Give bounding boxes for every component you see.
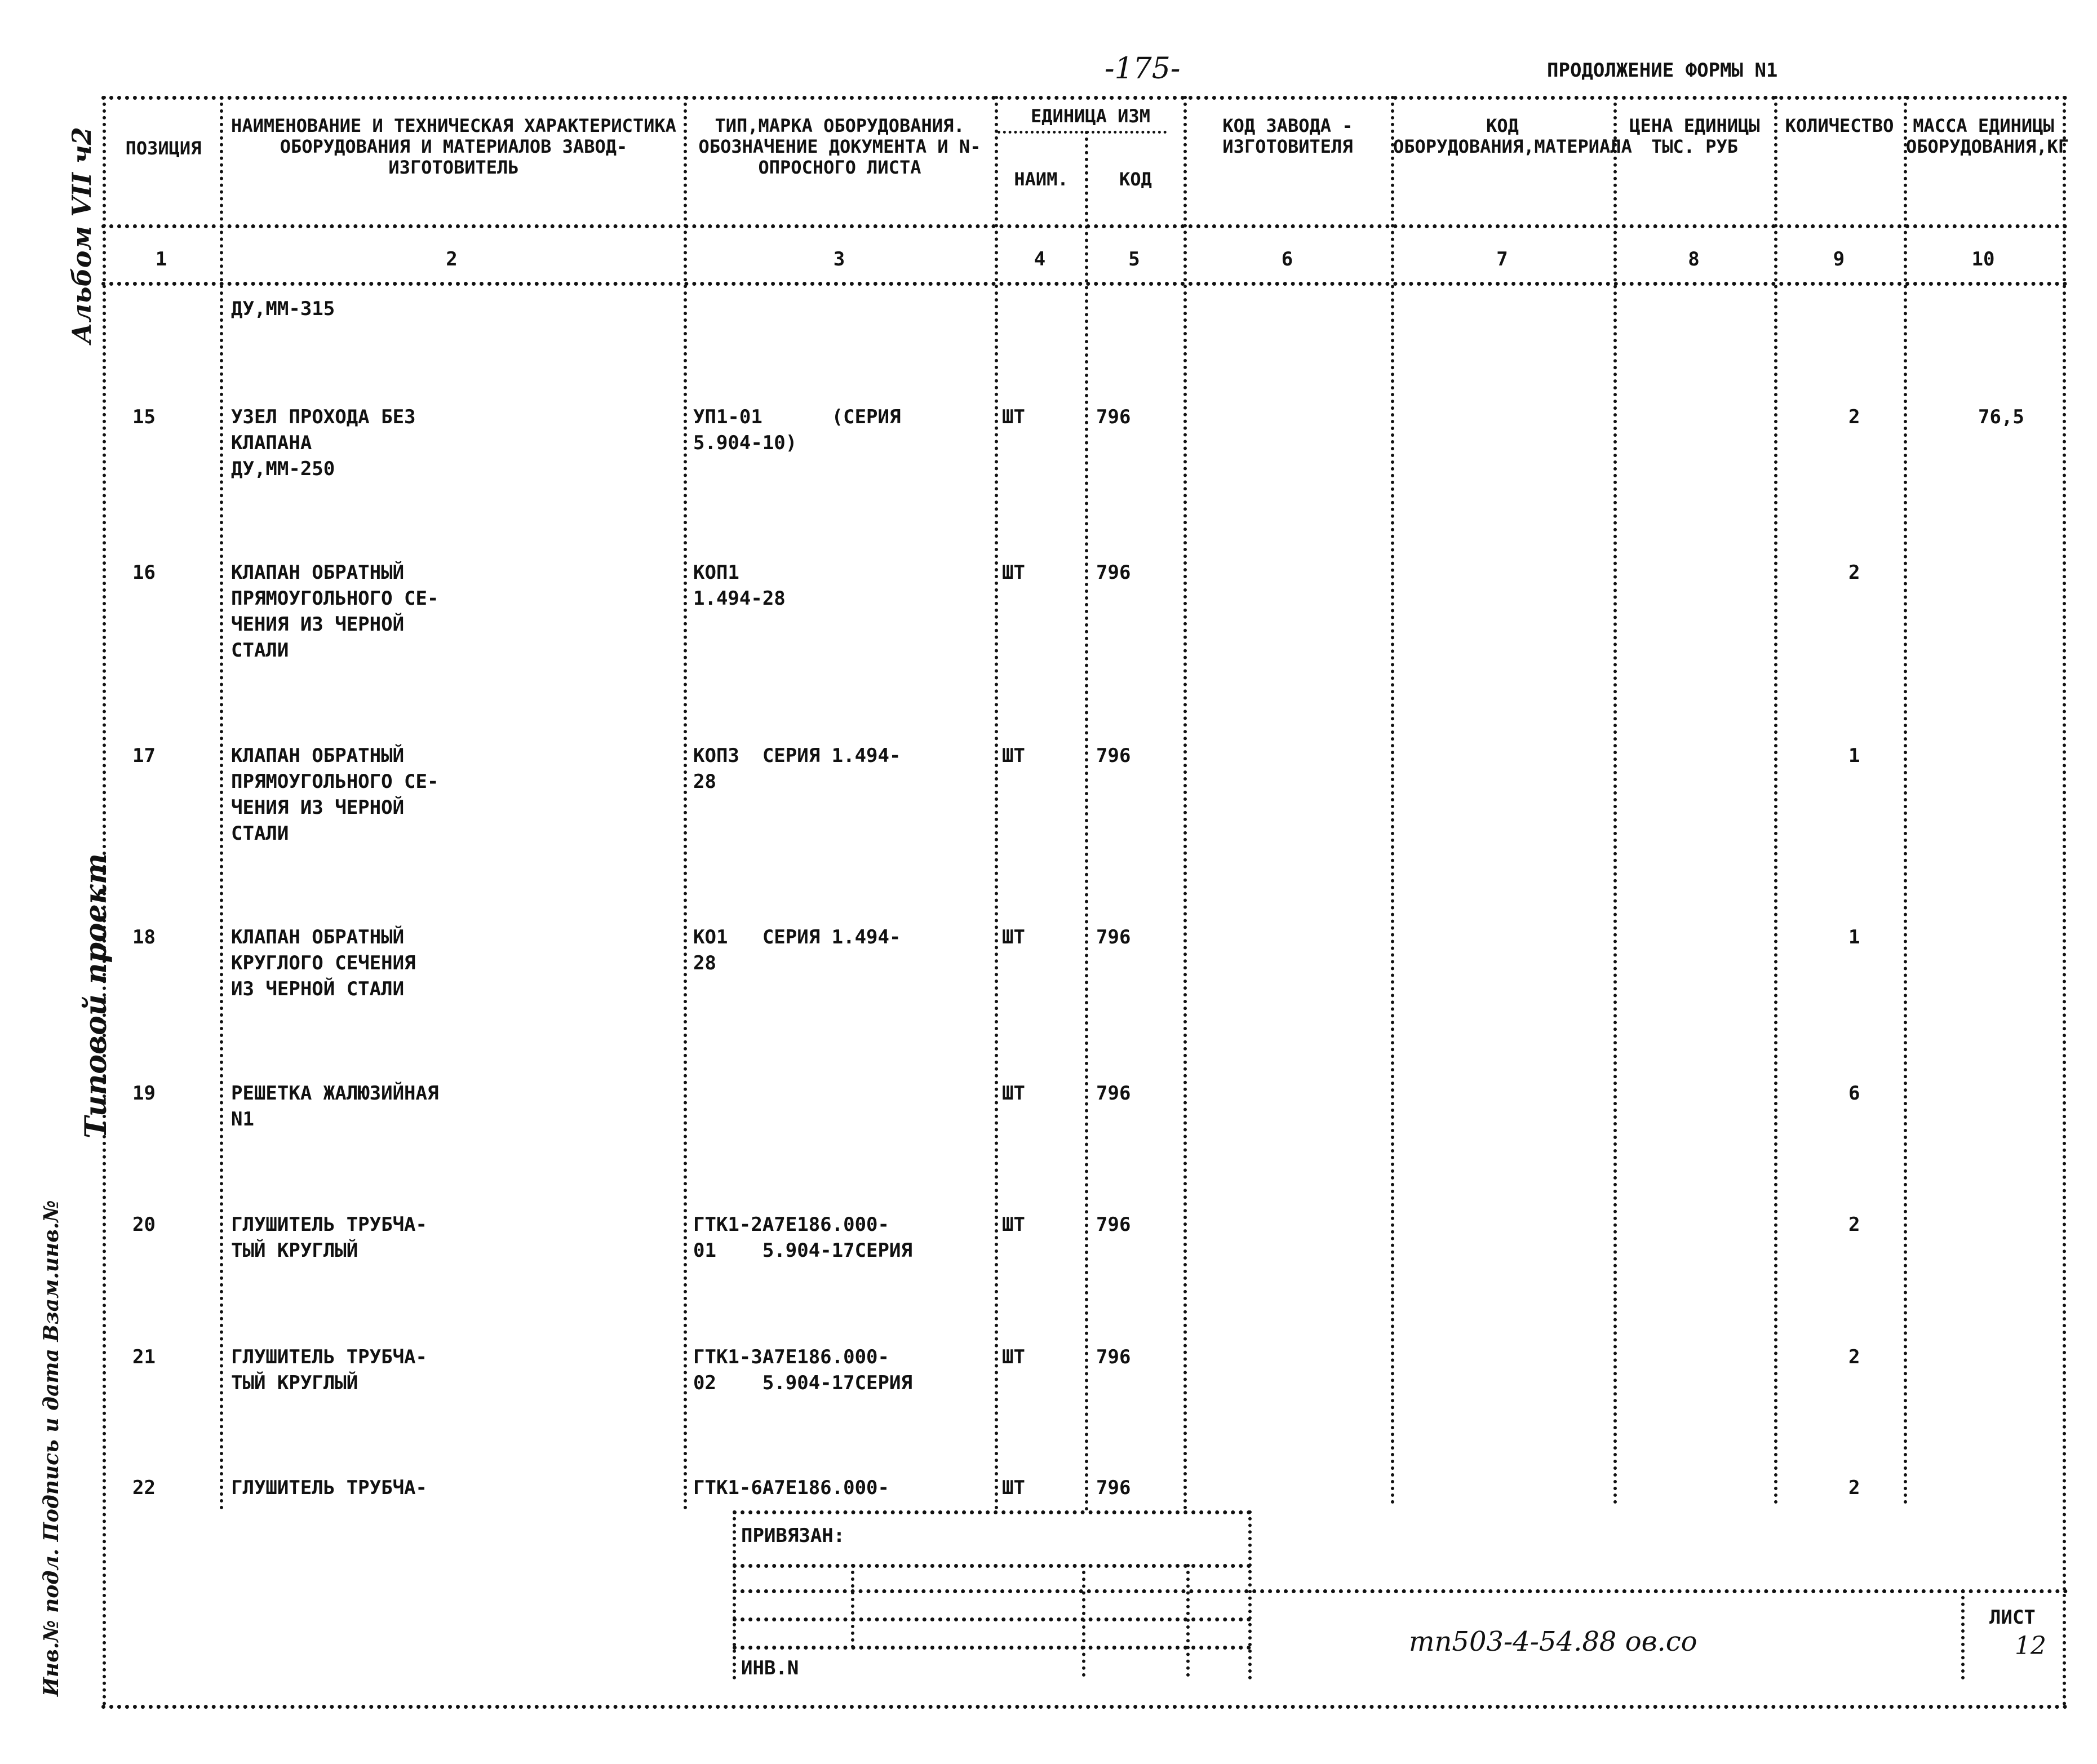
sheet-label: ЛИСТ [1989,1606,2036,1629]
row-unit-code: 796 [1096,926,1131,949]
row-unit-code: 796 [1096,1477,1131,1499]
page-number: -175- [1105,52,1181,86]
row-name-line: ГЛУШИТЕЛЬ ТРУБЧА- [231,1477,427,1499]
stamp-right-line [1248,1510,1252,1679]
row-name-line: N1 [231,1108,254,1131]
row-name-line: КЛАПАН ОБРАТНЫЙ [231,744,405,767]
row-name-line: УЗЕЛ ПРОХОДА БЕЗ [231,406,416,428]
header-unit-name: НАИМ. [1014,169,1069,190]
row-name-line: СТАЛИ [231,822,289,845]
colnum-6: 6 [1281,248,1293,271]
row-quantity: 2 [1848,406,1860,428]
stamp-line-4 [733,1617,1251,1621]
row-name-line: ЧЕНИЯ ИЗ ЧЕРНОЙ [231,613,405,636]
row-name-line: ТЫЙ КРУГЛЫЙ [231,1239,358,1262]
row-unit-code: 796 [1096,1346,1131,1368]
stamp-line-2 [733,1564,1251,1568]
row-name-line: ЧЕНИЯ ИЗ ЧЕРНОЙ [231,796,405,819]
header-equipment-code: КОД ОБОРУДОВАНИЯ,МАТЕРИАЛА [1393,115,1632,157]
album-label: Альбом VII ч2 [66,127,97,344]
row-name-line: ПРЯМОУГОЛЬНОГО СЕ- [231,587,439,610]
row-name-line: РЕШЕТКА ЖАЛЮЗИЙНАЯ [231,1082,439,1105]
row-unit: ШТ [1002,1346,1025,1368]
row-type-line: 02 5.904-17СЕРИЯ [693,1372,912,1394]
row-unit: ШТ [1002,1082,1025,1105]
stamp-left-line [733,1510,736,1679]
row-name-line: ИЗ ЧЕРНОЙ СТАЛИ [231,978,405,1000]
row-mass: 76,5 [1978,406,2024,428]
col-line-6 [1391,96,1394,1505]
row-type-line: 28 [693,770,716,793]
header-price: ЦЕНА ЕДИНИЦЫ ТЫС. РУБ [1629,115,1760,157]
col-line-2 [684,96,687,1510]
stamp-divider-2 [1082,1564,1085,1677]
sheet-number: 12 [2015,1632,2046,1660]
row-quantity: 2 [1848,1477,1860,1499]
row-type-line: КОП1 [693,561,739,584]
row-unit: ШТ [1002,744,1025,767]
row-unit: ШТ [1002,1213,1025,1236]
row-type-line: ГТК1-6А7Е186.000- [693,1477,889,1499]
row-unit-code: 796 [1096,561,1131,584]
row-name-line: КЛАПАН ОБРАТНЫЙ [231,926,405,949]
col-line-8 [1774,96,1777,1505]
stamp-line-3 [733,1589,2068,1593]
colnum-2: 2 [446,248,458,271]
row-quantity: 2 [1848,561,1860,584]
stamp-top-line [733,1510,1251,1514]
row-quantity: 2 [1848,1213,1860,1236]
row-type-line: КОП3 СЕРИЯ 1.494- [693,744,901,767]
row-name-line: СТАЛИ [231,639,289,662]
row-position: 21 [132,1346,156,1368]
col-line-9 [1904,96,1907,1505]
col-line-3 [995,96,998,1510]
document-code: тп503-4-54.88 ов.со [1409,1626,1697,1657]
row-type-line: УП1-01 (СЕРИЯ [693,406,901,428]
col-line-left [103,96,106,1707]
row-name-line: ПРЯМОУГОЛЬНОГО СЕ- [231,770,439,793]
header-mass: МАССА ЕДИНИЦЫ ОБОРУДОВАНИЯ,КГ [1906,115,2069,157]
col-line-4 [1085,131,1088,1512]
colnum-5: 5 [1128,248,1140,271]
row-name-line: ДУ,ММ-250 [231,458,335,480]
project-label: Типовой проект [79,853,113,1138]
row-position: 18 [132,926,156,949]
row-type-line: ГТК1-2А7Е186.000- [693,1213,889,1236]
header-unit-group: ЕДИНИЦА ИЗМ [1031,105,1150,127]
row-position: 22 [132,1477,156,1499]
row-name-line: ГЛУШИТЕЛЬ ТРУБЧА- [231,1346,427,1368]
row-position: 19 [132,1082,156,1105]
colnum-10: 10 [1971,248,1995,271]
signature-labels: Инв.№ подл. Подпись и дата Взам.инв.№ [39,1200,63,1696]
stamp-inv-label: ИНВ.N [741,1657,799,1679]
header-type: ТИП,МАРКА ОБОРУДОВАНИЯ. ОБОЗНАЧЕНИЕ ДОКУМЕНТА И N-ОПРОСНОГО ЛИСТА [698,115,981,178]
col-line-right [2063,96,2066,1707]
header-position: ПОЗИЦИЯ [125,138,202,159]
frame-top-line [101,96,2068,100]
row-type-line: 1.494-28 [693,587,786,610]
col-line-5 [1183,96,1187,1510]
row-position: 16 [132,561,156,584]
row-unit: ШТ [1002,926,1025,949]
row-position: 20 [132,1213,156,1236]
header-quantity: КОЛИЧЕСТВО [1785,115,1894,136]
colnum-8: 8 [1688,248,1700,271]
colnum-3: 3 [833,248,845,271]
row-unit: ШТ [1002,1477,1025,1499]
stamp-line-5 [733,1646,1251,1650]
row-unit-code: 796 [1096,1213,1131,1236]
row-type-line: ГТК1-3А7Е186.000- [693,1346,889,1368]
row-position: 15 [132,406,156,428]
row-position: 17 [132,744,156,767]
stamp-linked-label: ПРИВЯЗАН: [741,1524,845,1547]
row-name-line: ДУ,ММ-315 [231,298,335,320]
row-quantity: 2 [1848,1346,1860,1368]
stamp-sheet-divider [1961,1589,1965,1679]
row-type-line: 28 [693,952,716,974]
row-name-line: ГЛУШИТЕЛЬ ТРУБЧА- [231,1213,427,1236]
col-line-7 [1613,96,1617,1505]
colnum-7: 7 [1496,248,1508,271]
row-name-line: КРУГЛОГО СЕЧЕНИЯ [231,952,416,974]
row-name-line: КЛАПАНА [231,432,312,454]
row-type-line: 5.904-10) [693,432,797,454]
row-unit: ШТ [1002,406,1025,428]
row-type-line: 01 5.904-17СЕРИЯ [693,1239,912,1262]
row-quantity: 1 [1848,744,1860,767]
row-name-line: ТЫЙ КРУГЛЫЙ [231,1372,358,1394]
row-unit: ШТ [1002,561,1025,584]
row-type-line: КО1 СЕРИЯ 1.494- [693,926,901,949]
row-name-line: КЛАПАН ОБРАТНЫЙ [231,561,405,584]
col-line-1 [220,96,223,1510]
row-unit-code: 796 [1096,1082,1131,1105]
row-unit-code: 796 [1096,406,1131,428]
colnum-1: 1 [155,248,167,271]
row-quantity: 1 [1848,926,1860,949]
header-name: НАИМЕНОВАНИЕ И ТЕХНИЧЕСКАЯ ХАРАКТЕРИСТИКА ОБОРУДОВАНИЯ И МАТЕРИАЛОВ ЗАВОД-ИЗГОТОВИТЕЛЬ [231,115,676,178]
units-divider-line [997,131,1167,134]
stamp-divider-3 [1186,1564,1190,1677]
form-title: ПРОДОЛЖЕНИЕ ФОРМЫ N1 [1547,59,1778,82]
header-unit-code: КОД [1119,169,1152,190]
colnum-9: 9 [1833,248,1845,271]
stamp-divider-1 [851,1564,854,1648]
frame-bottom-line [101,1705,2068,1709]
colnum-4: 4 [1034,248,1046,271]
row-unit-code: 796 [1096,744,1131,767]
row-quantity: 6 [1848,1082,1860,1105]
header-factory-code: КОД ЗАВОДА - ИЗГОТОВИТЕЛЯ [1222,115,1353,157]
